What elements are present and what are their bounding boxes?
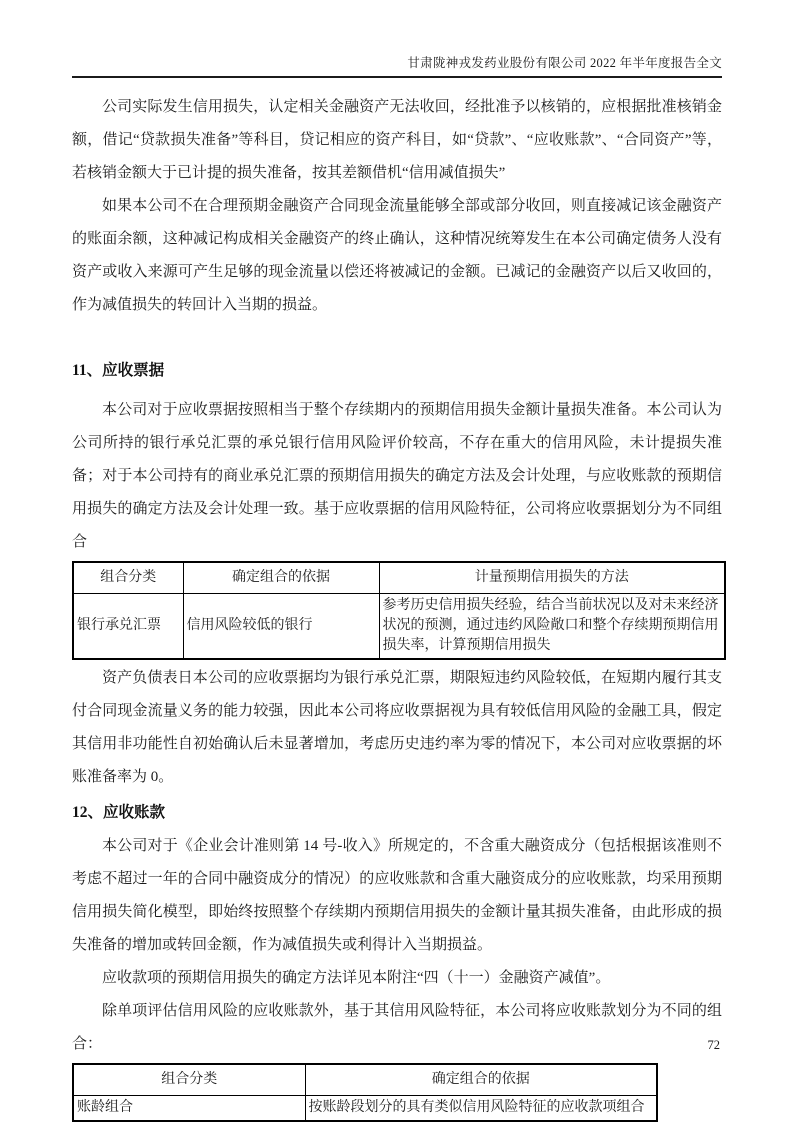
cell-group-basis: 按账龄段划分的具有类似信用风险特征的应收款项组合 bbox=[305, 1096, 657, 1122]
header-title: 甘肃陇神戎发药业股份有限公司 2022 年半年度报告全文 bbox=[407, 56, 722, 70]
cell-group-class: 银行承兑汇票 bbox=[73, 594, 183, 660]
section-12-heading: 12、应收账款 bbox=[72, 804, 166, 821]
page-number: 72 bbox=[707, 1038, 720, 1052]
para-balance-sheet-date-notes: 资产负债表日本公司的应收票据均为银行承兑汇票，期限短违约风险较低，在短期内履行其支付合同现金流量义务的能力较强，因此本公司将应收票据视为具有较低信用风险的金融工具，假定其信用非功能性自初始确认后未显著增加，考虑历史违约率为零的情况下，本公司对应收票据的坏账准备率为 0。 bbox=[72, 670, 722, 785]
accounts-receivable-grouping-table bbox=[72, 1063, 658, 1122]
document-body bbox=[72, 91, 722, 1122]
cell-group-class: 账龄组合 bbox=[73, 1096, 305, 1122]
section-11-heading: 11、应收票据 bbox=[72, 362, 165, 379]
column-header-ecl-method: 计量预期信用损失的方法 bbox=[379, 562, 725, 594]
column-header-group-class: 组合分类 bbox=[73, 1064, 305, 1096]
table-header-row bbox=[73, 562, 725, 594]
table-row bbox=[73, 1096, 657, 1122]
para-credit-loss-writeoff: 公司实际发生信用损失，认定相关金融资产无法收回，经批准予以核销的，应根据批准核销金额，借记“贷款损失准备”等科目，贷记相应的资产科目，如“贷款”、“应收账款”、“合同资产”等，若核销金额大于已计提的损失准备，按其差额借机“信用减值损失” bbox=[72, 99, 722, 181]
cell-group-basis: 信用风险较低的银行 bbox=[183, 594, 379, 660]
page-header bbox=[72, 0, 722, 78]
para-accounts-receivable-policy: 本公司对于《企业会计准则第 14 号-收入》所规定的，不含重大融资成分（包括根据该准则不考虑不超过一年的合同中融资成分的情况）的应收账款和含重大融资成分的应收账款，均采用预期信用损失简化模型，即始终按照整个存续期内预期信用损失的金额计量其损失准备，由此形成的损失准备的增加或转回金额，作为减值损失或利得计入当期损益。 bbox=[72, 838, 722, 953]
para-accounts-receivable-grouping: 除单项评估信用风险的应收账款外，基于其信用风险特征，本公司将应收账款划分为不同的组合： bbox=[72, 1003, 722, 1052]
table-row bbox=[73, 594, 725, 660]
notes-receivable-grouping-table bbox=[72, 561, 726, 660]
cell-ecl-method: 参考历史信用损失经验，结合当前状况以及对未来经济状况的预测，通过违约风险敞口和整个存续期预期信用损失率，计算预期信用损失 bbox=[379, 594, 725, 660]
para-notes-receivable-policy: 本公司对于应收票据按照相当于整个存续期内的预期信用损失金额计量损失准备。本公司认为公司所持的银行承兑汇票的承兑银行信用风险评价较高，不存在重大的信用风险，未计提损失准备；对于本公司持有的商业承兑汇票的预期信用损失的确定方法及会计处理，与应收账款的预期信用损失的确定方法及会计处理一致。基于应收票据的信用风险特征，公司将应收票据划分为不同组合 bbox=[72, 402, 722, 550]
column-header-group-basis: 确定组合的依据 bbox=[305, 1064, 657, 1096]
para-ecl-method-reference: 应收款项的预期信用损失的确定方法详见本附注“四（十一）金融资产减值”。 bbox=[102, 970, 611, 986]
column-header-group-class: 组合分类 bbox=[73, 562, 183, 594]
table-header-row bbox=[73, 1064, 657, 1096]
para-direct-writedown: 如果本公司不在合理预期金融资产合同现金流量能够全部或部分收回，则直接减记该金融资产的账面余额，这种减记构成相关金融资产的终止确认，这种情况统筹发生在本公司确定债务人没有资产或收入来源可产生足够的现金流量以偿还将被减记的金额。已减记的金融资产以后又收回的，作为减值损失的转回计入当期的损益。 bbox=[72, 198, 722, 313]
column-header-group-basis: 确定组合的依据 bbox=[183, 562, 379, 594]
